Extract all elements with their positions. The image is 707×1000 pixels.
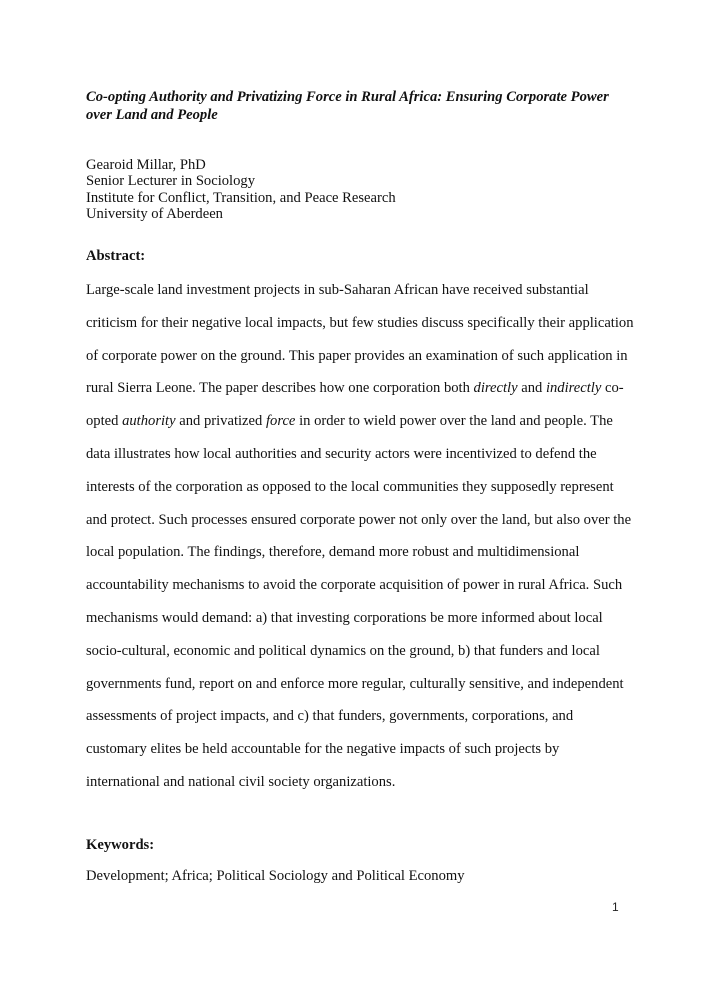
abstract-line	[86, 411, 646, 444]
emphasized-term: directly	[473, 380, 518, 397]
abstract-text: local population. The findings, therefore, demand more robust and multidimensional	[86, 544, 580, 561]
page-number: 1	[612, 900, 619, 914]
abstract-text: assessments of project impacts, and c) that funders, governments, corporations, and	[86, 708, 574, 725]
author-block	[86, 157, 396, 222]
abstract-line	[86, 444, 646, 477]
author-institute: Institute for Conflict, Transition, and Peace Research	[86, 189, 396, 206]
author-university: University of Aberdeen	[86, 205, 223, 222]
abstract-line	[86, 542, 646, 575]
abstract-line	[86, 772, 646, 805]
abstract-line	[86, 641, 646, 674]
abstract-text: interests of the corporation as opposed to the local communities they supposedly represent	[86, 478, 614, 495]
abstract-line	[86, 739, 646, 772]
abstract-text: of corporate power on the ground. This paper provides an examination of such application in	[86, 347, 628, 364]
abstract-line	[86, 510, 646, 543]
paper-title: Co-opting Authority and Privatizing Force in Rural Africa: Ensuring Corporate Power over Land and People	[86, 89, 609, 123]
emphasized-term: indirectly	[545, 380, 602, 397]
abstract-text: in order to wield power over the land and people. The	[295, 413, 613, 430]
abstract-line	[86, 280, 646, 313]
abstract-line	[86, 346, 646, 379]
abstract-text: customary elites be held accountable for the negative impacts of such projects by	[86, 741, 560, 758]
emphasized-term: authority	[122, 413, 176, 430]
abstract-line	[86, 575, 646, 608]
keywords-text: Development; Africa; Political Sociology and Political Economy	[86, 868, 465, 884]
abstract-line	[86, 477, 646, 510]
abstract-text: and privatized	[175, 413, 266, 430]
abstract-line	[86, 378, 646, 411]
abstract-text: accountability mechanisms to avoid the corporate acquisition of power in rural Africa. Such	[86, 577, 623, 594]
abstract-heading: Abstract:	[86, 248, 146, 264]
abstract-line	[86, 706, 646, 739]
abstract-text: international and national civil society organizations.	[86, 773, 396, 790]
abstract-text: socio-cultural, economic and political dynamics on the ground, b) that funders and local	[86, 642, 600, 659]
abstract-text: Large-scale land investment projects in sub-Saharan African have received substantial	[86, 282, 589, 298]
abstract-text: and protect. Such processes ensured corporate power not only over the land, but also over the	[86, 511, 632, 528]
abstract-text: rural Sierra Leone. The paper describes how one corporation both	[86, 380, 474, 397]
abstract-text: and	[517, 380, 546, 397]
abstract-text: co-	[601, 380, 624, 397]
abstract-text: criticism for their negative local impacts, but few studies discuss specifically their application	[86, 314, 634, 331]
abstract-text: opted	[86, 413, 123, 430]
author-name: Gearoid Millar, PhD	[86, 157, 206, 173]
abstract-line	[86, 313, 646, 346]
keywords-heading: Keywords:	[86, 837, 155, 853]
abstract-text: data illustrates how local authorities and security actors were incentivized to defend the	[86, 445, 597, 462]
author-position: Senior Lecturer in Sociology	[86, 173, 256, 190]
abstract-line	[86, 608, 646, 641]
abstract-body	[86, 280, 646, 805]
abstract-text: governments fund, report on and enforce more regular, culturally sensitive, and independent	[86, 675, 624, 692]
abstract-text: mechanisms would demand: a) that investing corporations be more informed about local	[86, 609, 603, 626]
emphasized-term: force	[265, 413, 296, 430]
abstract-line	[86, 674, 646, 707]
